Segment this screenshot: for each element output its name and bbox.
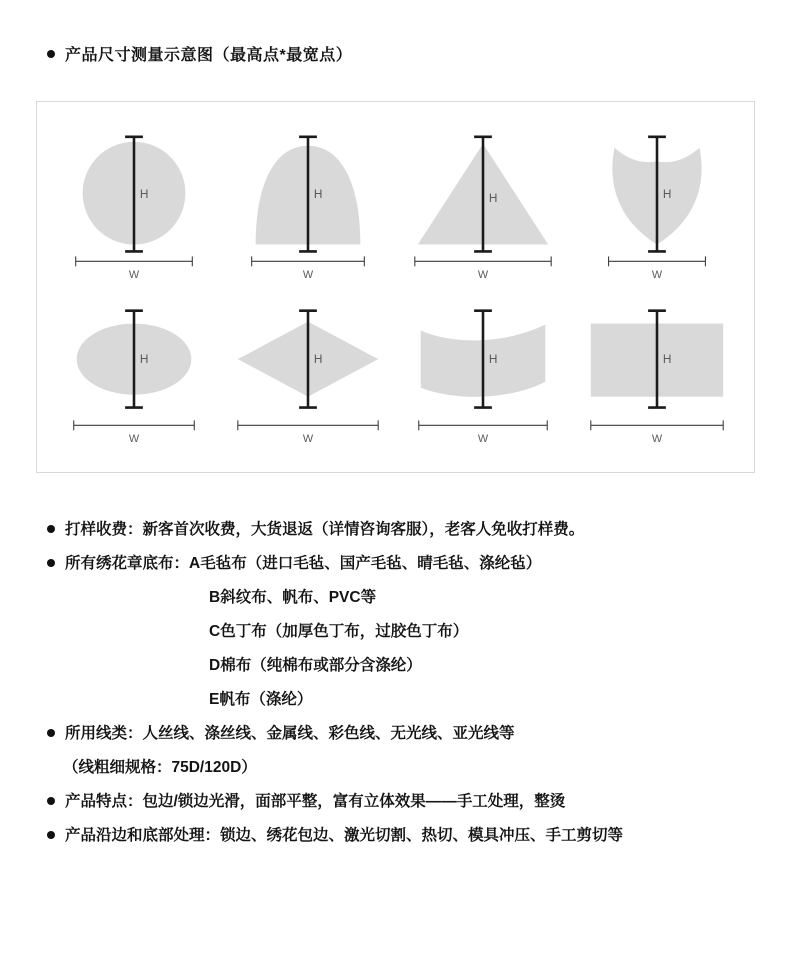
bullet-dot xyxy=(47,559,55,567)
height-label: H xyxy=(662,187,672,202)
note-line-fabric-e xyxy=(209,689,762,710)
diagram-circle xyxy=(50,132,218,282)
note-line-fabric-b xyxy=(209,587,762,608)
width-measure-line xyxy=(76,256,193,266)
note-text: 所有绣花章底布：A毛毡布（进口毛毡、国产毛毡、晴毛毡、涤纶毡） xyxy=(65,555,542,572)
width-label: W xyxy=(303,433,314,446)
width-label: W xyxy=(477,269,488,282)
height-label: H xyxy=(140,187,149,202)
size-diagram-box xyxy=(36,101,755,473)
note-text: 打样收费：新客首次收费，大货退返（详情咨询客服），老客人免收打样费。 xyxy=(65,521,585,538)
note-text: C色丁布（加厚色丁布，过胶色丁布） xyxy=(209,623,469,640)
note-line-thread-spec xyxy=(63,757,762,778)
height-label: H xyxy=(140,352,149,367)
diagram-triangle xyxy=(399,132,567,282)
note-text: 产品特点：包边/锁边光滑，面部平整，富有立体效果——手工处理，整烫 xyxy=(65,793,566,810)
height-label: H xyxy=(488,352,498,367)
bullet-dot xyxy=(47,729,55,737)
note-line-fabric-c xyxy=(209,621,762,642)
note-line-base-fabrics xyxy=(47,553,762,574)
note-text: E帆布（涤纶） xyxy=(209,691,313,708)
note-line-threads xyxy=(47,723,762,744)
note-text: 所用线类：人丝线、涤丝线、金属线、彩色线、无光线、亚光线等 xyxy=(65,725,515,742)
bullet-dot xyxy=(47,831,55,839)
note-line-features xyxy=(47,791,762,812)
page-title: 产品尺寸测量示意图（最高点*最宽点） xyxy=(65,47,353,64)
bullet-dot xyxy=(47,525,55,533)
height-label: H xyxy=(314,352,323,367)
bullet-dot xyxy=(47,50,55,58)
width-measure-line xyxy=(591,420,723,430)
height-label: H xyxy=(662,352,672,367)
note-line-sampling-fee xyxy=(47,519,762,540)
size-diagram-title-row xyxy=(47,42,760,65)
width-label: W xyxy=(129,269,140,282)
width-measure-line xyxy=(238,420,378,430)
width-label: W xyxy=(129,433,140,446)
width-measure-line xyxy=(418,420,546,430)
width-measure-line xyxy=(608,256,705,266)
diagram-diamond xyxy=(224,296,392,446)
diagram-ellipse xyxy=(50,296,218,446)
note-line-fabric-d xyxy=(209,655,762,676)
width-label: W xyxy=(303,269,314,282)
notes-section xyxy=(47,519,762,846)
width-label: W xyxy=(477,433,488,446)
height-label: H xyxy=(314,187,323,202)
note-text: B斜纹布、帆布、PVC等 xyxy=(209,589,377,606)
diagram-rectangle xyxy=(573,296,741,446)
width-label: W xyxy=(651,433,662,446)
diagram-shield xyxy=(573,132,741,282)
note-text: 产品沿边和底部处理：锁边、绣花包边、激光切割、热切、模具冲压、手工剪切等 xyxy=(65,827,624,844)
diagram-flag xyxy=(399,296,567,446)
width-measure-line xyxy=(252,256,365,266)
width-label: W xyxy=(651,269,662,282)
width-measure-line xyxy=(74,420,195,430)
product-detail-page xyxy=(0,42,790,846)
bullet-dot xyxy=(47,797,55,805)
note-line-edge-finishing xyxy=(47,825,762,846)
note-text: （线粗细规格：75D/120D） xyxy=(63,759,257,776)
diagram-dome xyxy=(224,132,392,282)
note-text: D棉布（纯棉布或部分含涤纶） xyxy=(209,657,422,674)
height-label: H xyxy=(488,191,498,206)
width-measure-line xyxy=(414,256,550,266)
